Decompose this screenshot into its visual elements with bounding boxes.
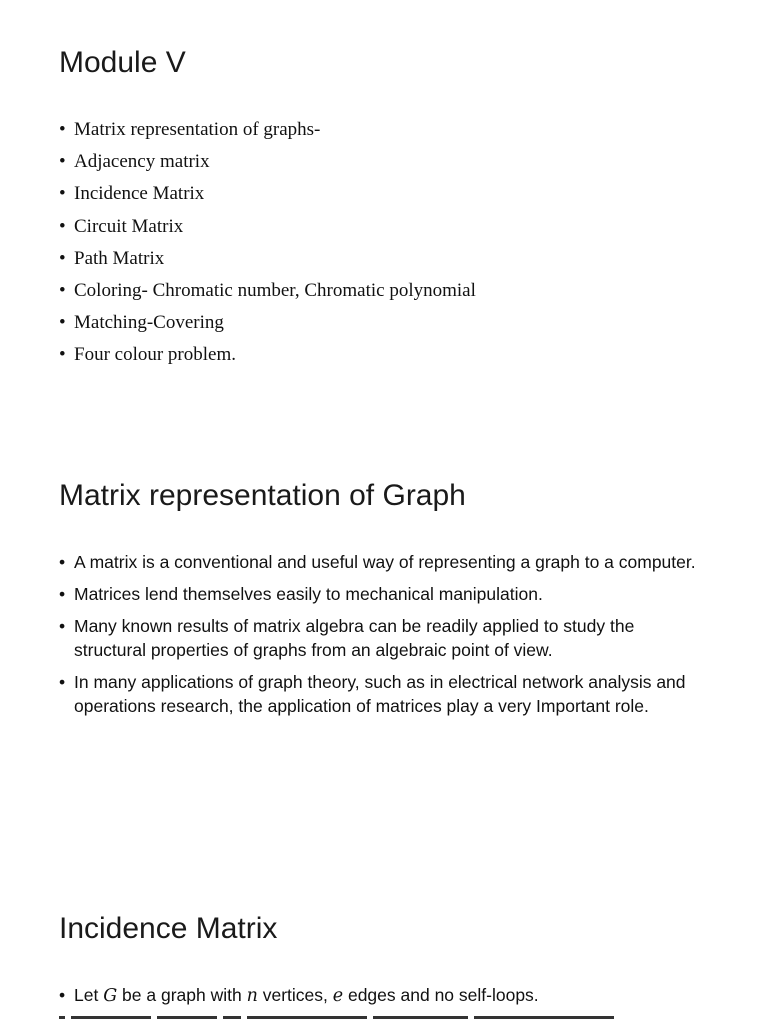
list-item: • Circuit Matrix: [59, 211, 476, 243]
text-run: edges and no self-loops.: [343, 985, 539, 1005]
slide-title: Matrix representation of Graph: [59, 479, 466, 512]
list-item: • Matrices lend themselves easily to mechanical manipulation.: [59, 582, 709, 606]
math-symbol: n: [246, 986, 258, 1006]
list-item: • Four colour problem.: [59, 339, 476, 371]
list-item: • Many known results of matrix algebra can be readily applied to study the structural properties of graphs from an algebraic point of view.: [59, 614, 709, 662]
list-item: • A matrix is a conventional and useful way of representing a graph to a computer.: [59, 550, 709, 574]
list-item: • Adjacency matrix: [59, 146, 476, 178]
bullet-list: [59, 983, 709, 1016]
list-item: • Coloring- Chromatic number, Chromatic polynomial: [59, 275, 476, 307]
topic-list: [59, 114, 476, 372]
list-item: • Matching-Covering: [59, 307, 476, 339]
math-symbol: G: [103, 986, 118, 1006]
list-item: [59, 983, 709, 1008]
text-run: vertices,: [257, 985, 333, 1005]
list-item: • Incidence Matrix: [59, 178, 476, 210]
cut-off-text-line: [59, 1016, 709, 1030]
list-item: • In many applications of graph theory, such as in electrical network analysis and operations research, the application of matrices play a very Important role.: [59, 670, 709, 718]
list-item: • Path Matrix: [59, 243, 476, 275]
text-run: Let: [74, 985, 104, 1005]
slide-title: Incidence Matrix: [59, 912, 278, 945]
text-run: be a graph with: [117, 985, 247, 1005]
slide-title: Module V: [59, 46, 186, 79]
math-symbol: e: [332, 986, 344, 1006]
bullet-list: [59, 550, 709, 726]
list-item: • Matrix representation of graphs-: [59, 114, 476, 146]
